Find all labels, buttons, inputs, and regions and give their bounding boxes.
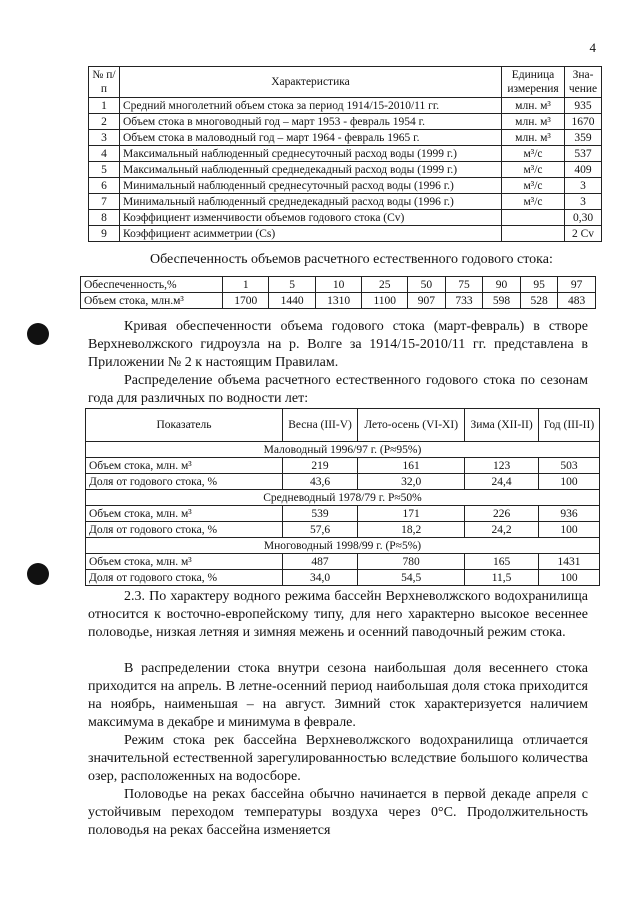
row-unit: млн. м³ [502,98,565,114]
table-cell: 32,0 [358,474,465,490]
table-cell: 97 [558,277,596,293]
row-label: Объем стока, млн. м³ [86,554,283,570]
table-row [86,570,600,586]
row-num: 2 [89,114,120,130]
table-cell: 907 [408,293,446,309]
table-row [89,130,602,146]
table-cell: 100 [538,474,599,490]
group-title: Средневодный 1978/79 г. P≈50% [86,490,600,506]
row-value: 537 [565,146,602,162]
table-cell: 161 [358,458,465,474]
paragraph-text: Распределение объема расчетного естественного годового стока по сезонам года для различных по водности лет: [88,373,588,406]
table-cell: 483 [558,293,596,309]
page-number: 4 [589,40,596,55]
table-cell: 219 [283,458,358,474]
probability-table [80,276,596,309]
header-summer: Лето-осень (VI-XI) [358,409,465,442]
row-label: Коэффициент изменчивости объемов годового стока (Cv) [120,210,502,226]
row-label: Максимальный наблюденный среднедекадный расход воды (1999 г.) [120,162,502,178]
header-spring: Весна (III-V) [283,409,358,442]
table-cell: 90 [483,277,521,293]
row-label: Объем стока, млн. м³ [86,506,283,522]
row-num: 6 [89,178,120,194]
header-indicator: Показатель [86,409,283,442]
header-unit: Единица измерения [502,67,565,98]
table-cell: 1700 [223,293,269,309]
row-label: Коэффициент асимметрии (Cs) [120,226,502,242]
row-unit: м³/с [502,162,565,178]
table-cell: 1431 [538,554,599,570]
row-value: 409 [565,162,602,178]
row-value: 359 [565,130,602,146]
table-cell: 528 [520,293,558,309]
row-value: 935 [565,98,602,114]
row-label: Объем стока, млн. м³ [86,458,283,474]
paragraph [88,318,588,372]
table-row [86,506,600,522]
table-cell: 11,5 [465,570,539,586]
section-title: Обеспеченность объемов расчетного естественного годового стока: [150,252,553,267]
table-cell: 226 [465,506,539,522]
row-unit: м³/с [502,178,565,194]
table-cell: 95 [520,277,558,293]
row-num: 4 [89,146,120,162]
table-cell: 1440 [269,293,315,309]
table-row [89,194,602,210]
table-row [89,226,602,242]
table-cell: 34,0 [283,570,358,586]
row-unit: м³/с [502,194,565,210]
table-cell: 539 [283,506,358,522]
row-label: Доля от годового стока, % [86,522,283,538]
header-value: Зна-чение [565,67,602,98]
row-num: 3 [89,130,120,146]
table-cell: 733 [445,293,483,309]
row-num: 8 [89,210,120,226]
table-row [89,98,602,114]
group-title: Многоводный 1998/99 г. (P≈5%) [86,538,600,554]
paragraph [88,372,588,408]
row-num: 1 [89,98,120,114]
row-value: 2 Cv [565,226,602,242]
characteristics-table [88,66,602,242]
volume-label: Объем стока, млн.м³ [81,293,223,309]
group-title: Маловодный 1996/97 г. (P≈95%) [86,442,600,458]
table-cell: 780 [358,554,465,570]
row-unit: млн. м³ [502,114,565,130]
table-cell: 1 [223,277,269,293]
table-cell: 100 [538,570,599,586]
table-row [89,210,602,226]
header-year: Год (III-II) [538,409,599,442]
table-row [86,554,600,570]
table-row [81,293,596,309]
table-cell: 487 [283,554,358,570]
paragraph-text: В распределении стока внутри сезона наибольшая доля весеннего стока приходится на апрель. В летне-осенний период наибольшая доля стока приходится на ноябрь, наименьшая – на август. Зимний сток характеризуется наличием максимума в декабре и минимума в феврале. [88,661,588,730]
paragraph-text: Режим стока рек бассейна Верхневолжского водохранилища отличается значительной естественной зарегулированностью вследствие большого количества озер, расположенных на водосборе. [88,733,588,784]
table-row [89,178,602,194]
table-cell: 123 [465,458,539,474]
table-row [89,114,602,130]
row-num: 5 [89,162,120,178]
probability-label: Обеспеченность,% [81,277,223,293]
row-unit [502,210,565,226]
table-row [86,474,600,490]
row-label: Объем стока в многоводный год – март 1953 - февраль 1954 г. [120,114,502,130]
table-cell: 54,5 [358,570,465,586]
row-num: 7 [89,194,120,210]
table-cell: 18,2 [358,522,465,538]
row-label: Минимальный наблюденный среднедекадный расход воды (1996 г.) [120,194,502,210]
binder-hole-2 [27,563,49,585]
table-row [89,162,602,178]
table-cell: 100 [538,522,599,538]
seasonal-table [85,408,600,586]
table-cell: 43,6 [283,474,358,490]
table-row [86,458,600,474]
table-cell: 165 [465,554,539,570]
table-cell: 75 [445,277,483,293]
row-unit: млн. м³ [502,130,565,146]
paragraph-text: Половодье на реках бассейна обычно начинается в первой декаде апреля с устойчивым переходом температуры воздуха через 0°C. Продолжительность половодья на реках бассейна изменяется [88,787,588,838]
row-num: 9 [89,226,120,242]
table-cell: 10 [315,277,361,293]
row-label: Доля от годового стока, % [86,570,283,586]
table-cell: 598 [483,293,521,309]
table-cell: 171 [358,506,465,522]
row-label: Доля от годового стока, % [86,474,283,490]
table-cell: 24,4 [465,474,539,490]
table-cell: 5 [269,277,315,293]
table-row [86,522,600,538]
row-label: Минимальный наблюденный среднесуточный расход воды (1996 г.) [120,178,502,194]
table-cell: 24,2 [465,522,539,538]
paragraph [88,732,588,786]
paragraph-text: Кривая обеспеченности объема годового стока (март-февраль) в створе Верхневолжского гидроузла на р. Волге за 1914/15-2010/11 гг. представлена в Приложении № 2 к настоящим Правилам. [88,319,588,370]
row-unit [502,226,565,242]
table-cell: 503 [538,458,599,474]
row-value: 3 [565,178,602,194]
table-cell: 50 [408,277,446,293]
table-cell: 936 [538,506,599,522]
row-unit: м³/с [502,146,565,162]
binder-hole-1 [27,323,49,345]
table-cell: 1310 [315,293,361,309]
header-num: № п/п [89,67,120,98]
table-cell: 1100 [362,293,408,309]
table-cell: 57,6 [283,522,358,538]
table-cell: 25 [362,277,408,293]
paragraph [88,786,588,840]
table-row [81,277,596,293]
header-characteristic: Характеристика [120,67,502,98]
row-label: Объем стока в маловодный год – март 1964 - февраль 1965 г. [120,130,502,146]
header-winter: Зима (XII-II) [465,409,539,442]
row-value: 3 [565,194,602,210]
row-label: Максимальный наблюденный среднесуточный расход воды (1999 г.) [120,146,502,162]
table-row [89,146,602,162]
paragraph [88,588,588,642]
paragraph-text: 2.3. По характеру водного режима бассейн Верхневолжского водохранилища относится к восточно-европейскому типу, для него характерно высокое весеннее половодье, низкая летняя и зимняя межень и осенний паводочный режим стока. [88,589,588,640]
paragraph [88,660,588,732]
row-value: 1670 [565,114,602,130]
row-value: 0,30 [565,210,602,226]
row-label: Средний многолетний объем стока за период 1914/15-2010/11 гг. [120,98,502,114]
